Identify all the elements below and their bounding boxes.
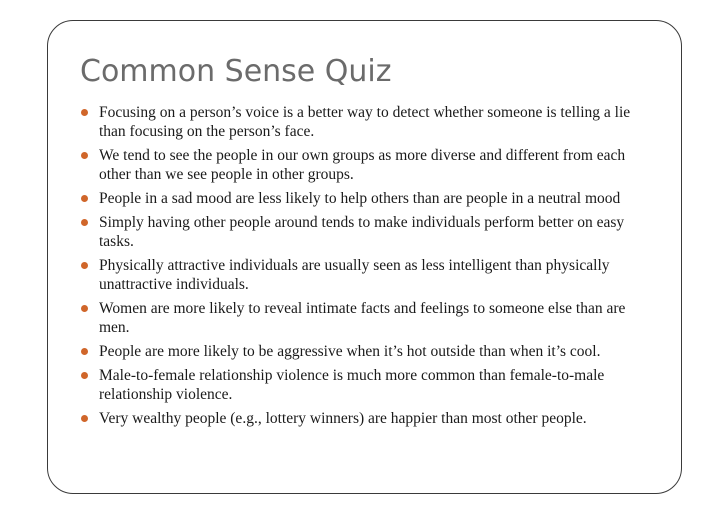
bullet-dot-icon [81, 262, 88, 269]
bullet-dot-icon [81, 415, 88, 422]
bullet-item [80, 103, 655, 141]
bullet-item [80, 189, 655, 208]
bullet-item [80, 342, 655, 361]
bullet-dot-icon [81, 219, 88, 226]
bullet-item [80, 213, 655, 251]
bullet-text: Physically attractive individuals are usually seen as less intelligent than physically unattractive individuals. [99, 257, 610, 293]
bullet-item [80, 256, 655, 294]
bullet-dot-icon [81, 348, 88, 355]
bullet-item [80, 146, 655, 184]
bullet-dot-icon [81, 372, 88, 379]
bullet-text: Very wealthy people (e.g., lottery winners) are happier than most other people. [99, 410, 587, 427]
bullet-item [80, 366, 655, 404]
bullet-text: Simply having other people around tends to make individuals perform better on easy tasks. [99, 214, 625, 250]
bullet-item [80, 299, 655, 337]
bullet-list [80, 103, 655, 433]
bullet-text: Focusing on a person’s voice is a better way to detect whether someone is telling a lie than focusing on the person’s face. [99, 104, 631, 140]
bullet-dot-icon [81, 305, 88, 312]
bullet-text: People in a sad mood are less likely to help others than are people in a neutral mood [99, 190, 621, 207]
bullet-text: People are more likely to be aggressive when it’s hot outside than when it’s cool. [99, 343, 601, 360]
bullet-dot-icon [81, 109, 88, 116]
bullet-dot-icon [81, 195, 88, 202]
bullet-dot-icon [81, 152, 88, 159]
bullet-item [80, 409, 655, 428]
slide-title: Common Sense Quiz [80, 54, 392, 89]
bullet-text: We tend to see the people in our own groups as more diverse and different from each other than we see people in other groups. [99, 147, 626, 183]
bullet-text: Male-to-female relationship violence is much more common than female-to-male relationship violence. [99, 367, 605, 403]
bullet-text: Women are more likely to reveal intimate facts and feelings to someone else than are men. [99, 300, 626, 336]
